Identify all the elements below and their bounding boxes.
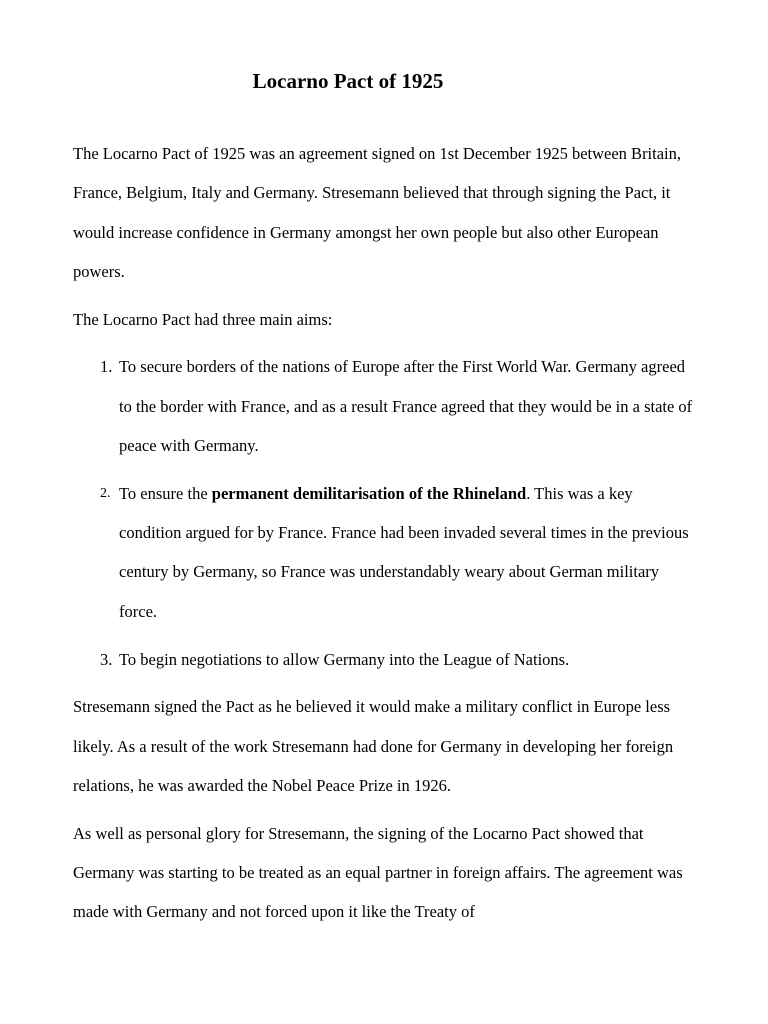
aims-intro-paragraph: The Locarno Pact had three main aims: <box>73 309 333 329</box>
list-item-number: 3. <box>100 649 113 669</box>
aims-list <box>73 347 698 678</box>
nobel-paragraph: Stresemann signed the Pact as he believed it would make a military conflict in Europe less likely. As a result of the work Stresemann had done for Germany in developing her foreign relations, he was awarded the Nobel Peace Prize in 1926. <box>73 697 674 795</box>
list-item-text-suffix: . This was a key condition argued for by France. France had been invaded several times in the previous century by Germany, so France was understandably weary about German military force. <box>119 483 689 621</box>
list-item-text: To begin negotiations to allow Germany into the League of Nations. <box>119 649 570 669</box>
intro-paragraph: The Locarno Pact of 1925 was an agreement signed on 1st December 1925 between Britain, France, Belgium, Italy and Germany. Stresemann believed that through signing the Pact, it would increase confidence in Germany amongst her own people but also other European powers. <box>73 144 682 281</box>
document-body <box>73 134 698 940</box>
list-item <box>73 474 698 631</box>
list-item <box>73 640 698 679</box>
list-item-text: To secure borders of the nations of Europe after the First World War. Germany agreed to the border with France, and as a result France agreed that they would be in a state of peace with Germany. <box>119 357 693 456</box>
list-item <box>73 347 698 465</box>
list-item-text-prefix: To ensure the <box>119 483 212 503</box>
equal-partner-paragraph: As well as personal glory for Stresemann, the signing of the Locarno Pact showed that Germany was starting to be treated as an equal partner in foreign affairs. The agreement was made with Germany and not forced upon it like the Treaty of <box>73 823 683 922</box>
list-item-text-bold: permanent demilitarisation of the Rhineland <box>211 483 527 503</box>
page-title: Locarno Pact of 1925 <box>252 69 444 93</box>
list-item-number: 1. <box>100 357 113 377</box>
list-item-number: 2. <box>100 485 111 501</box>
